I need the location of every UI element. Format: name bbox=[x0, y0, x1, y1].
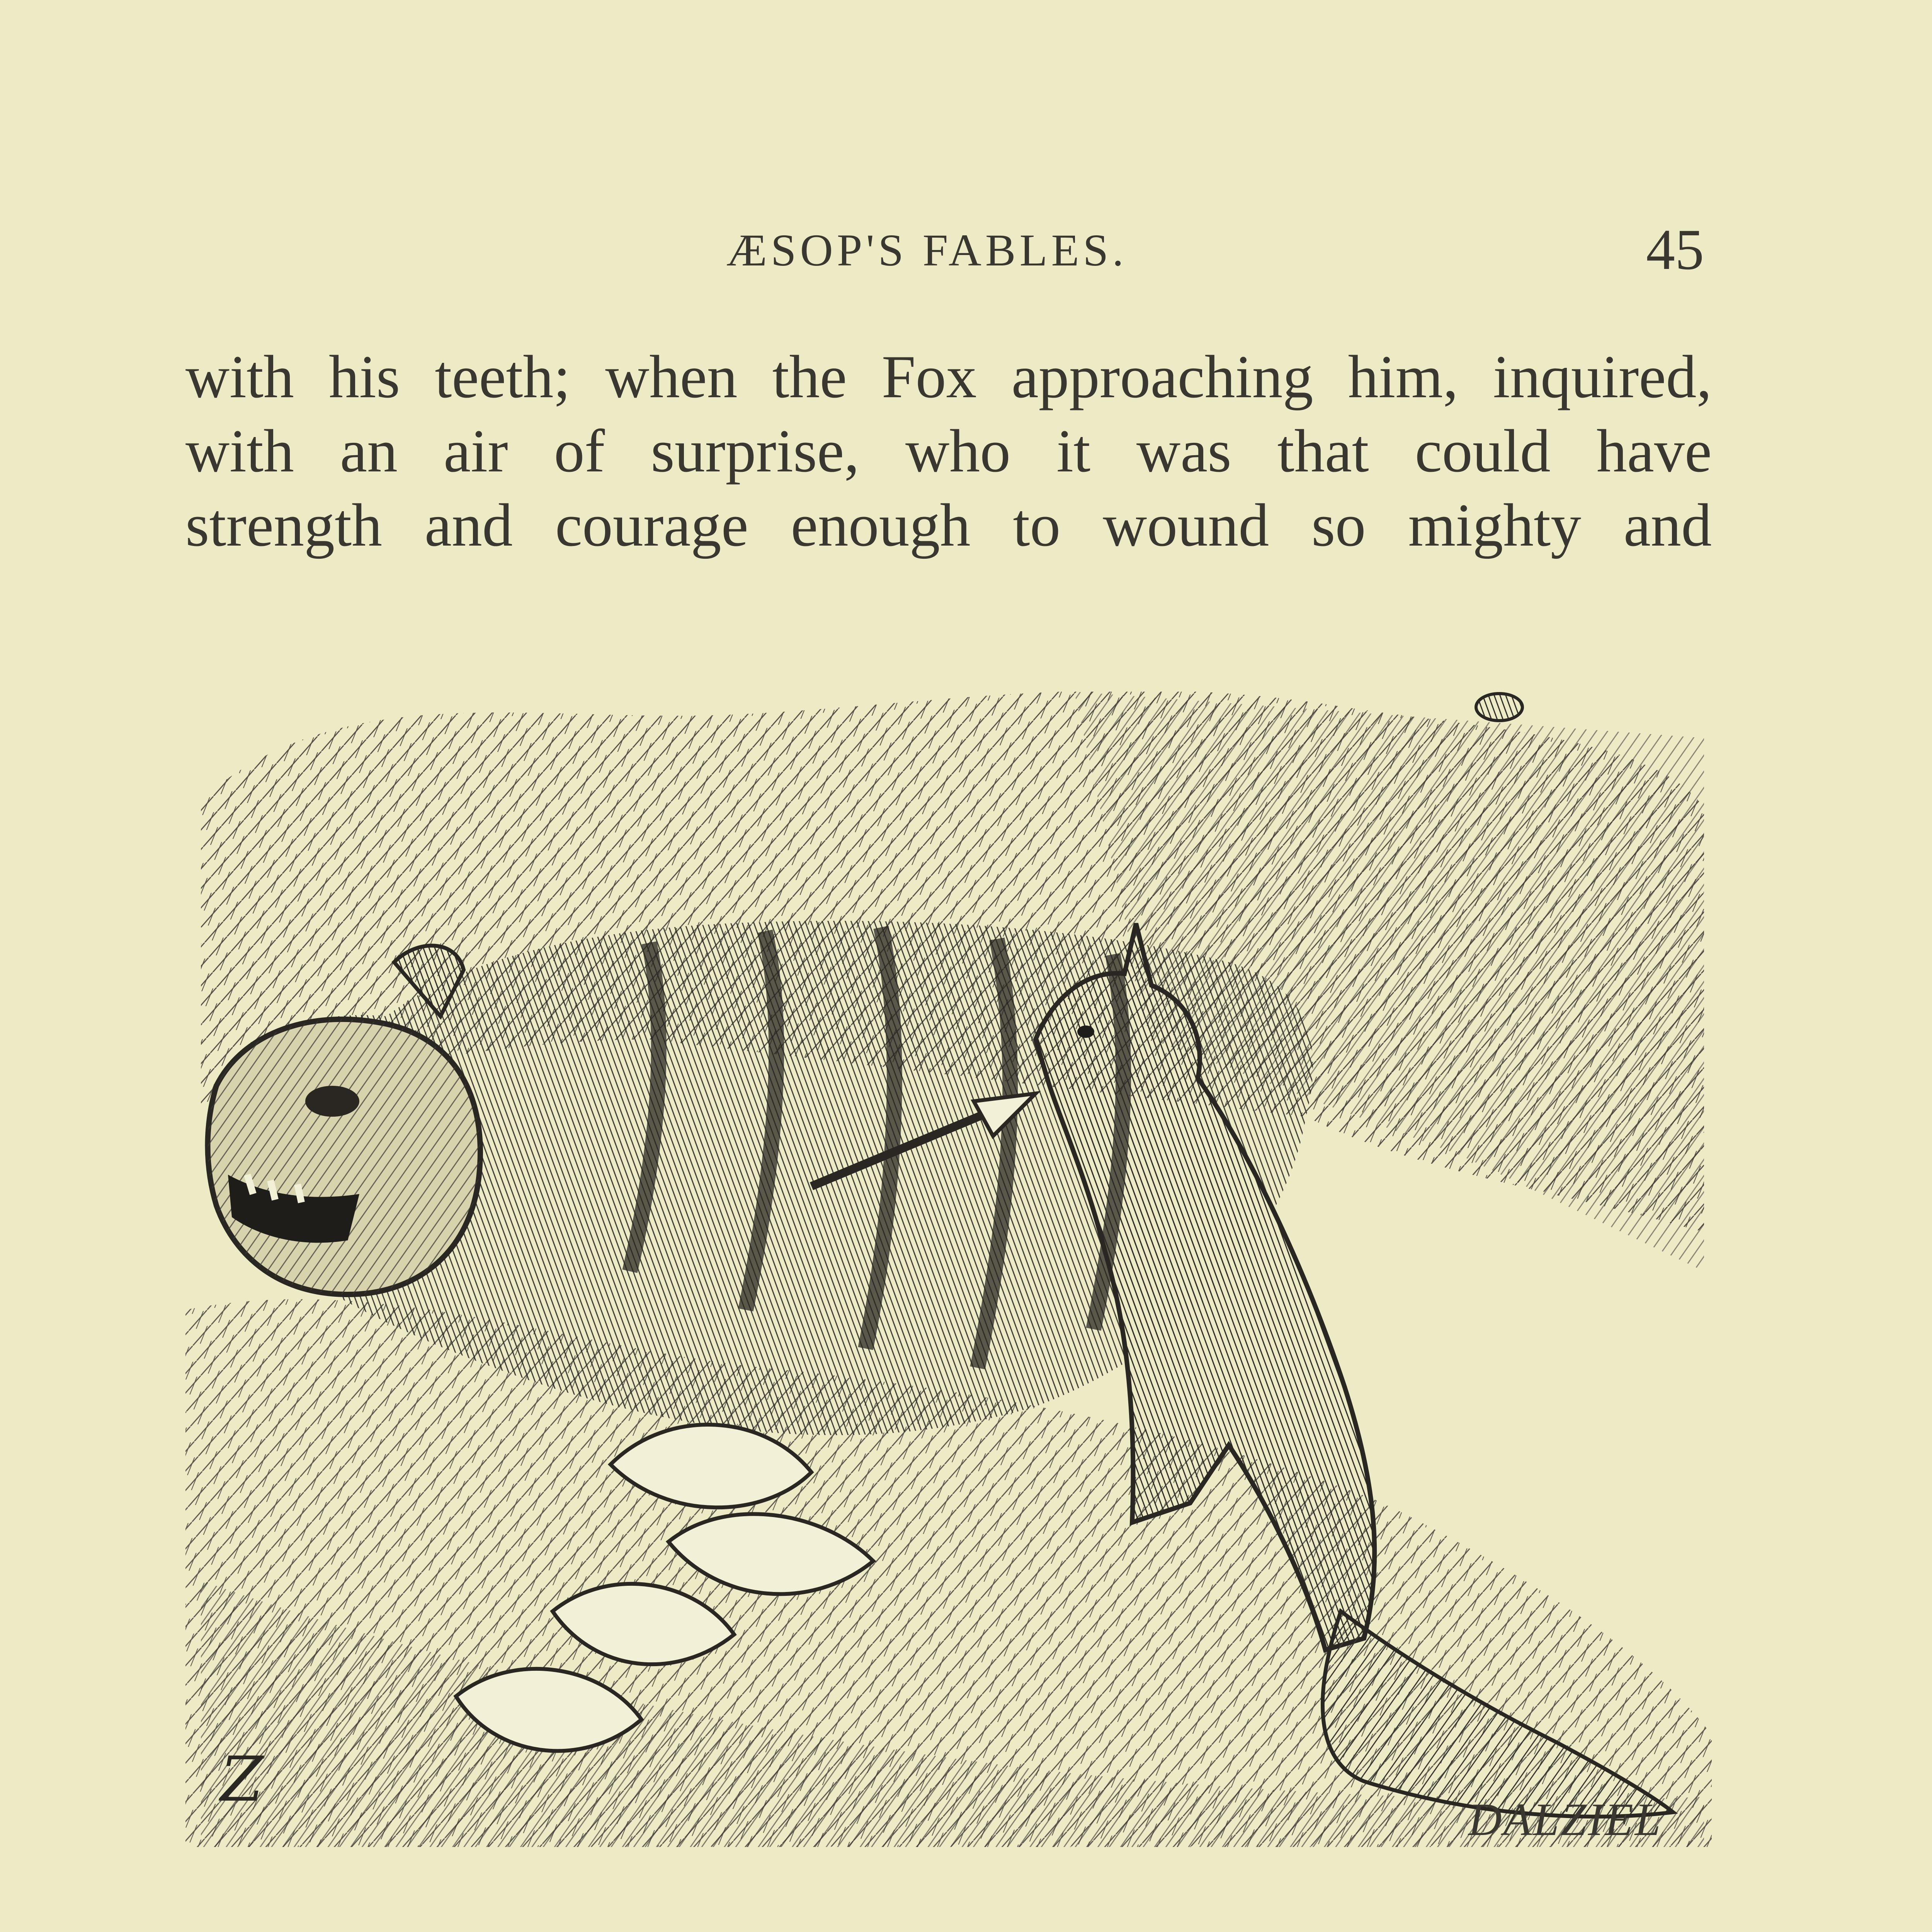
running-title: ÆSOP'S FABLES. bbox=[726, 225, 1128, 276]
bird bbox=[1476, 694, 1522, 721]
fox-eye bbox=[1077, 1026, 1094, 1038]
text-line: with an air of surprise, who it was that could have bbox=[185, 417, 1712, 485]
body-text-top bbox=[185, 340, 1712, 563]
monogram: Z bbox=[220, 1743, 264, 1815]
page-number: 45 bbox=[1646, 218, 1704, 282]
tiger-fox-illustration bbox=[185, 692, 1712, 1847]
text-line: with his teeth; when the Fox approaching him, inquired, bbox=[185, 343, 1712, 411]
engraver-signature: DALZIEL bbox=[1468, 1794, 1662, 1845]
engraving-svg bbox=[185, 692, 1712, 1847]
running-header bbox=[0, 216, 1932, 282]
tiger-eye bbox=[305, 1086, 359, 1117]
text-line: strength and courage enough to wound so mighty and bbox=[185, 492, 1712, 559]
